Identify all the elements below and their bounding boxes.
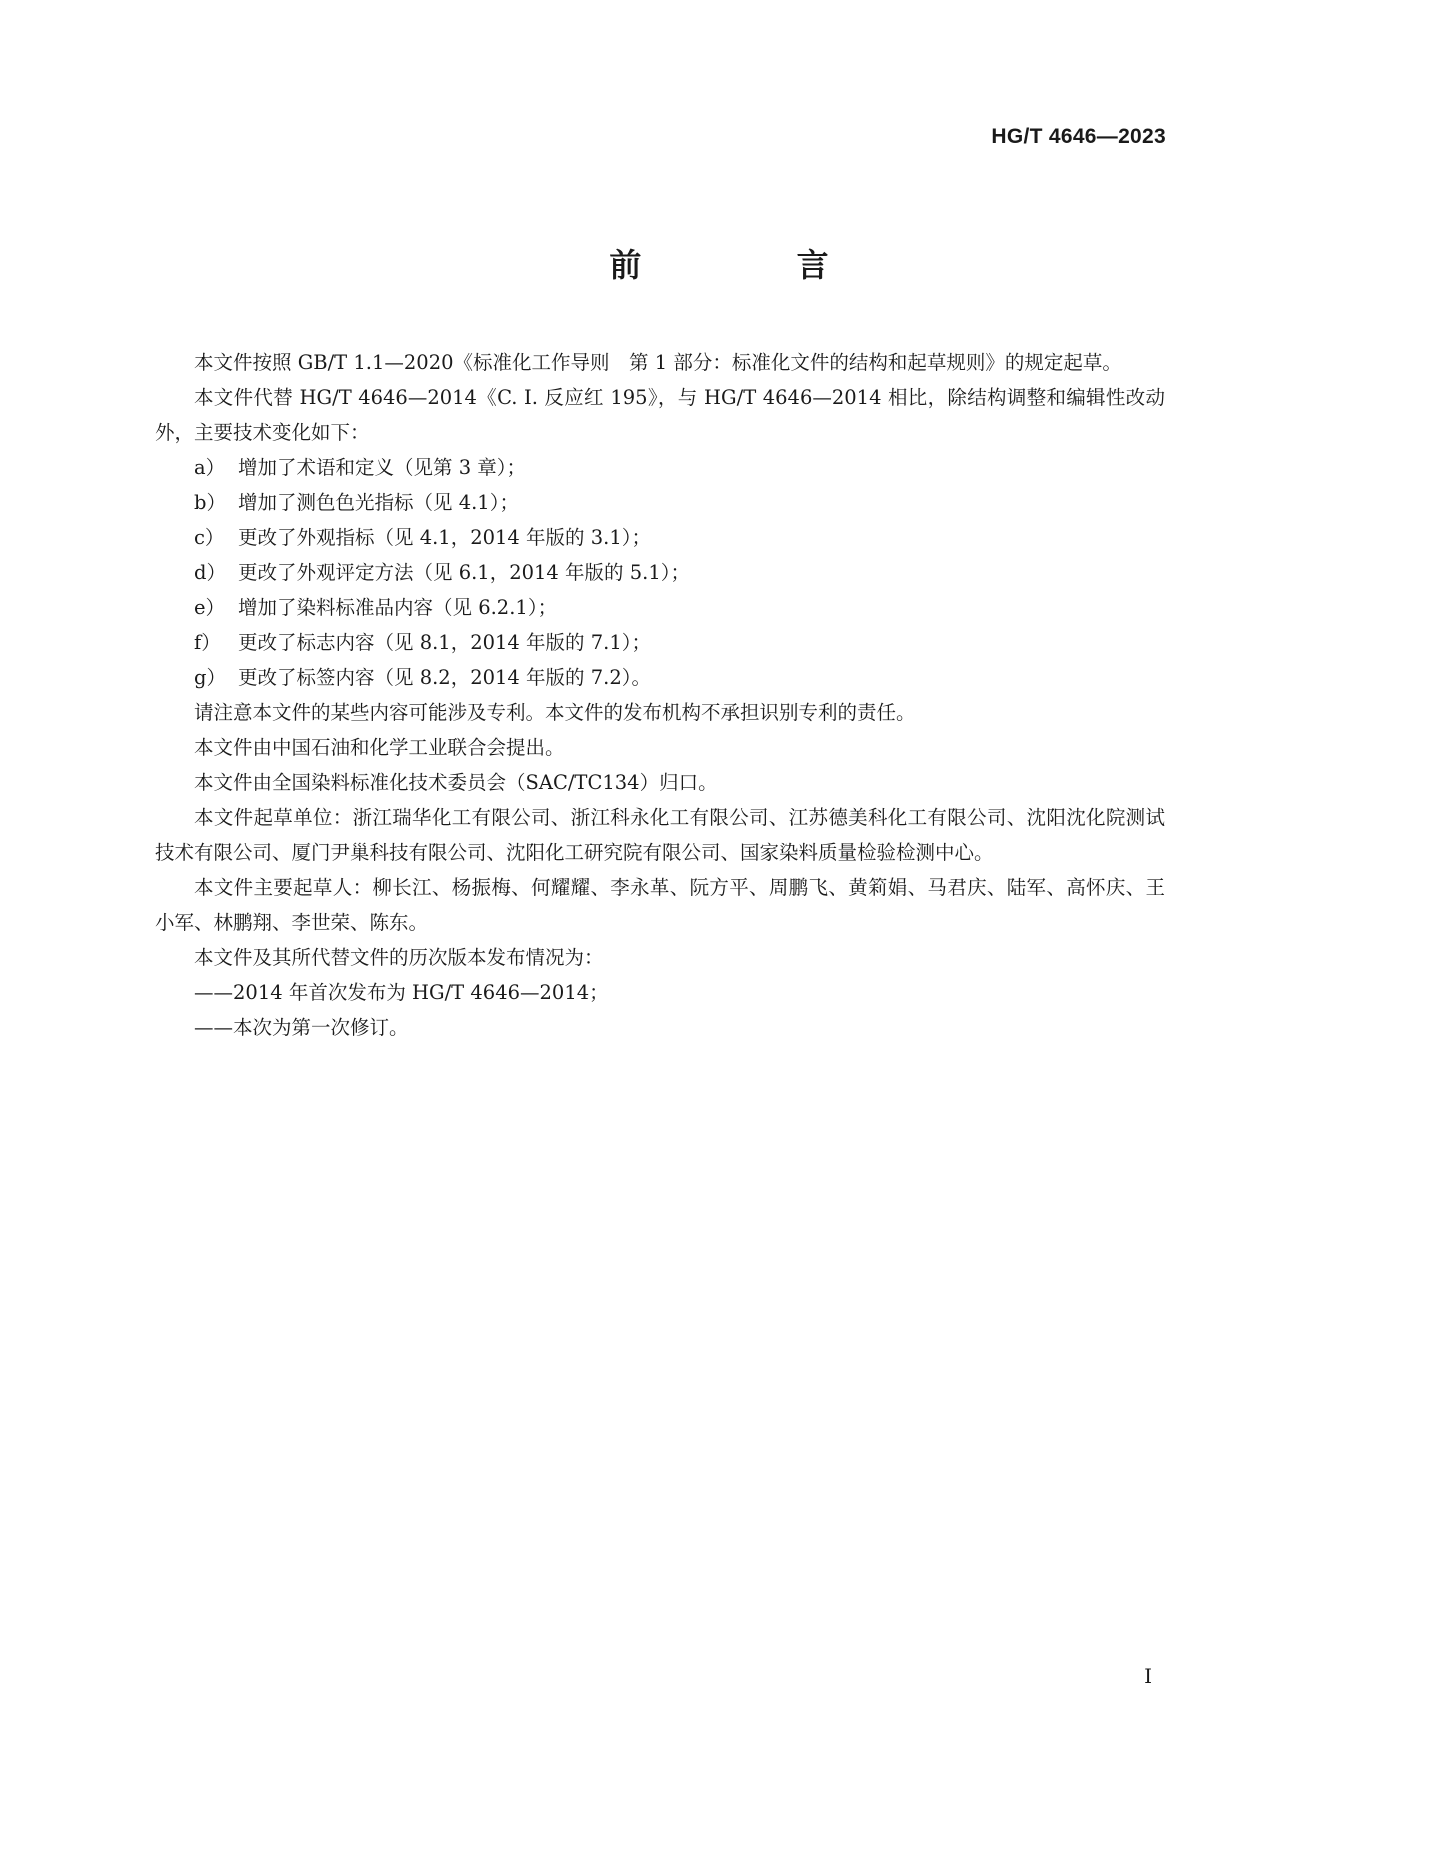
paragraph-committee: 本文件由全国染料标准化技术委员会（SAC/TC134）归口。 [194, 771, 718, 794]
paragraph-drafters: 本文件主要起草人：柳长江、杨振梅、何耀耀、李永革、阮方平、周鹏飞、黄筣娟、马君庆、陆军、高怀庆、王小军、林鹏翔、李世荣、陈东。 [155, 876, 1165, 934]
list-item [155, 485, 1165, 520]
list-item-text: 增加了测色色光指标（见 4.1）； [238, 491, 519, 514]
list-item-text: 增加了术语和定义（见第 3 章）； [238, 456, 527, 479]
paragraph-patent-notice: 请注意本文件的某些内容可能涉及专利。本文件的发布机构不承担识别专利的责任。 [194, 701, 916, 724]
list-item [155, 625, 1165, 660]
list-marker: d） [194, 561, 226, 584]
paragraph-drafting-rules: 本文件按照 GB/T 1.1—2020《标准化工作导则 第 1 部分：标准化文件的结构和起草规则》的规定起草。 [194, 351, 1122, 374]
list-marker: a） [194, 456, 226, 479]
paragraph-proposer: 本文件由中国石油和化学工业联合会提出。 [194, 736, 565, 759]
list-item [155, 555, 1165, 590]
list-item-text: 更改了标签内容（见 8.2，2014 年版的 7.2）。 [238, 666, 651, 689]
list-item [155, 520, 1165, 555]
list-marker: f） [194, 631, 221, 654]
paragraph-history-intro: 本文件及其所代替文件的历次版本发布情况为： [194, 946, 604, 969]
list-item-text: 更改了外观指标（见 4.1，2014 年版的 3.1）； [238, 526, 651, 549]
list-item [155, 450, 1165, 485]
list-marker: e） [194, 596, 226, 619]
list-item-text: 更改了标志内容（见 8.1，2014 年版的 7.1）； [238, 631, 651, 654]
list-marker: g） [194, 666, 226, 689]
paragraph-replacement: 本文件代替 HG/T 4646—2014《C. I. 反应红 195》，与 HG/T 4646—2014 相比，除结构调整和编辑性改动外，主要技术变化如下： [155, 386, 1165, 444]
list-item [155, 660, 1165, 695]
list-item-text: 更改了外观评定方法（见 6.1，2014 年版的 5.1）； [238, 561, 690, 584]
foreword-body [155, 345, 1165, 1045]
history-item: ——本次为第一次修订。 [194, 1016, 409, 1039]
page-number: I [1144, 1664, 1152, 1688]
history-list [155, 975, 1165, 1045]
document-code: HG/T 4646—2023 [991, 125, 1166, 148]
changes-list [155, 450, 1165, 695]
history-item: ——2014 年首次发布为 HG/T 4646—2014； [194, 981, 609, 1004]
list-item [155, 590, 1165, 625]
list-marker: c） [194, 526, 225, 549]
page-title: 前 言 [609, 246, 901, 284]
list-item-text: 增加了染料标准品内容（见 6.2.1）； [238, 596, 558, 619]
paragraph-drafting-units: 本文件起草单位：浙江瑞华化工有限公司、浙江科永化工有限公司、江苏德美科化工有限公司、沈阳沈化院测试技术有限公司、厦门尹巢科技有限公司、沈阳化工研究院有限公司、国家染料质量检验检测中心。 [155, 806, 1165, 864]
list-marker: b） [194, 491, 226, 514]
